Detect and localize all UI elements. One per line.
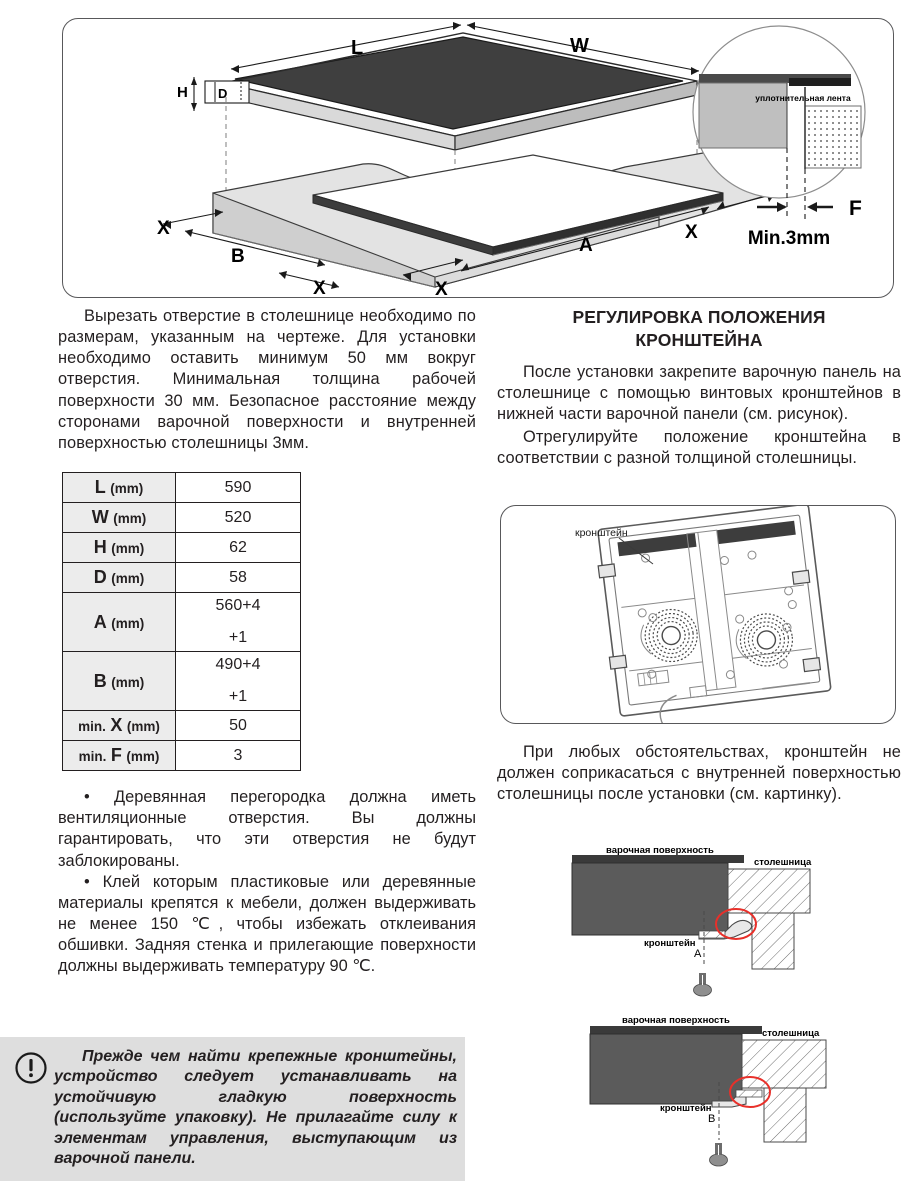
table-row — [63, 741, 301, 771]
bracket-callout-label: кронштейн — [575, 527, 628, 539]
row-value-L: 590 — [176, 473, 301, 503]
min-gap-label: Min.3mm — [747, 228, 831, 249]
unit: (mm) — [126, 749, 160, 765]
table-row — [63, 563, 301, 593]
cross-section-1 — [556, 843, 896, 1008]
label-A: A — [579, 235, 593, 256]
screw-icon-2 — [710, 1143, 728, 1166]
symbol: F — [110, 745, 122, 766]
label-B: B — [231, 246, 245, 267]
table-row — [63, 652, 301, 711]
table-row — [63, 503, 301, 533]
table-row — [63, 593, 301, 652]
right-paragraph-3-wrap — [497, 742, 901, 807]
value-main: 560+4 — [215, 597, 261, 615]
row-value-H: 62 — [176, 533, 301, 563]
bullet-item-ventilation: • Деревянная перегородка должна иметь вентиляционные отверстия. Вы должны гарантировать, что эти отверстия не будут заблокированы. — [58, 788, 476, 870]
page-title — [497, 306, 901, 352]
sealing-detail-callout — [693, 26, 865, 249]
warning-text: Прежде чем найти крепежные кронштейны, устройство следует устанавливать на устойчивую гладкую поверхность (используйте упаковку). Не прилагайте силу к элементам управления, выступающим из варочной панели. — [54, 1048, 457, 1168]
unit: (mm) — [110, 481, 144, 497]
cross-section-1-svg — [556, 843, 896, 1008]
cross-section-2 — [556, 1012, 896, 1177]
unit: (mm) — [111, 571, 145, 587]
sealing-tape-label: уплотнительная лента — [755, 93, 851, 103]
row-value-B — [176, 652, 301, 711]
symbol: B — [93, 670, 107, 691]
right-paragraph-1: После установки закрепите варочную панель на столешнице с помощью винтовых кронштейнов в нижней части варочной панели (см. рисунок). — [497, 362, 901, 423]
exclamation-circle-icon — [14, 1051, 48, 1085]
screw-icon-1 — [694, 973, 712, 996]
symbol: H — [93, 537, 107, 558]
row-value-D: 58 — [176, 563, 301, 593]
worktop-label-2: столешница — [762, 1028, 820, 1039]
dimension-label-B: B — [708, 1113, 716, 1125]
worktop-label-1: столешница — [754, 857, 812, 868]
cutout-dimension-svg — [63, 19, 894, 298]
dimension-table — [62, 472, 301, 771]
label-F: F — [849, 197, 862, 220]
row-label-W — [63, 503, 176, 533]
bullet-item-adhesive: • Клей которым пластиковые или деревянные материалы крепятся к мебели, должен выдерживать не менее 150 ℃, чтобы избежать отклеивания обшивки. Задняя стенка и прилегающие поверхности должны выдерживать температуру 90 ℃. — [58, 872, 476, 976]
label-L: L — [351, 37, 364, 59]
table-row — [63, 533, 301, 563]
label-X-3: X — [435, 279, 448, 298]
unit: (mm) — [113, 511, 147, 527]
hob-underside-bracket-figure — [500, 505, 896, 724]
row-value-X: 50 — [176, 711, 301, 741]
intro-paragraph: Вырезать отверстие в столешнице необходимо по размерам, указанным на чертеже. Для установки необходимо оставить минимум 50 мм вокруг отверстия. Минимальная толщина рабочей поверхности 30 мм. Безопасное расстояние между сторонами варочной поверхности и внутренней поверхностью столешницы 3мм. — [58, 307, 476, 452]
row-label-B — [63, 652, 176, 711]
bracket-label-1: кронштейн — [644, 938, 696, 949]
value-tolerance: +1 — [228, 629, 248, 647]
title-line-1: РЕГУЛИРОВКА ПОЛОЖЕНИЯ — [572, 307, 826, 327]
warning-box — [0, 1037, 465, 1181]
row-label-L — [63, 473, 176, 503]
title-line-2: КРОНШТЕЙНА — [635, 329, 763, 350]
symbol: W — [91, 507, 109, 528]
row-label-X — [63, 711, 176, 741]
hob-underside-svg — [501, 506, 896, 724]
unit: (mm) — [111, 615, 145, 631]
symbol: X — [110, 715, 123, 736]
label-W: W — [570, 35, 589, 57]
bracket-label-2: кронштейн — [660, 1103, 712, 1114]
symbol: A — [93, 611, 107, 632]
hob-label-2: варочная поверхность — [622, 1015, 730, 1026]
row-label-D — [63, 563, 176, 593]
unit: (mm) — [111, 674, 145, 690]
label-X-4: X — [685, 222, 698, 243]
right-paragraph-3: При любых обстоятельствах, кронштейн не должен соприкасаться с внутренней поверхностью столешницы после установки (см. картинку). — [497, 743, 901, 804]
label-H: H — [177, 84, 188, 101]
row-label-H — [63, 533, 176, 563]
row-value-F: 3 — [176, 741, 301, 771]
hob-label-1: варочная поверхность — [606, 845, 714, 856]
symbol: L — [94, 477, 106, 498]
dimension-label-A: A — [694, 948, 702, 960]
left-column — [58, 306, 476, 978]
row-label-F — [63, 741, 176, 771]
value-tolerance: +1 — [228, 688, 248, 706]
row-value-A — [176, 593, 301, 652]
unit: (mm) — [111, 541, 145, 557]
cutout-dimension-figure — [62, 18, 894, 298]
label-D: D — [218, 86, 228, 101]
row-value-W: 520 — [176, 503, 301, 533]
label-X-2: X — [313, 278, 326, 298]
symbol: D — [93, 567, 107, 588]
right-paragraph-2: Отрегулируйте положение кронштейна в соответствии с разной толщиной столешницы. — [497, 427, 901, 468]
prefix: min. — [78, 749, 107, 765]
right-column — [497, 306, 901, 471]
table-row — [63, 711, 301, 741]
unit: (mm) — [126, 719, 160, 735]
cross-section-2-svg — [556, 1012, 896, 1177]
table-row — [63, 473, 301, 503]
value-main: 490+4 — [215, 656, 261, 674]
prefix: min. — [78, 719, 106, 735]
row-label-A — [63, 593, 176, 652]
label-X-1: X — [157, 218, 170, 239]
